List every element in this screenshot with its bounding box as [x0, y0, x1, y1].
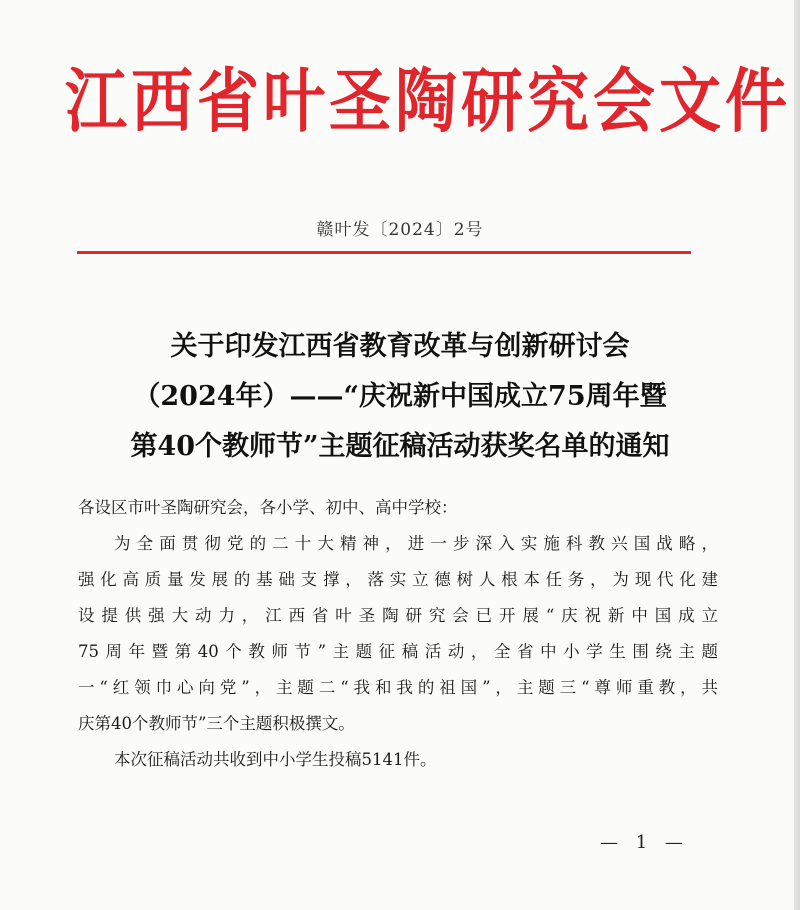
paragraph-1-line-2: 强化高质量发展的基础支撑，落实立德树人根本任务，为现代化建	[78, 570, 718, 589]
notice-title-line-3: 第40个教师节”主题征稿活动获奖名单的通知	[130, 431, 670, 462]
paragraph-2: 本次征稿活动共收到中小学生投稿5141件。	[114, 750, 437, 769]
document-number: 赣叶发〔2024〕2号	[316, 220, 484, 240]
red-separator-line	[77, 251, 691, 254]
salutation: 各设区市叶圣陶研究会，各小学、初中、高中学校：	[78, 498, 458, 517]
scan-edge	[794, 0, 800, 910]
paragraph-1-line-5: 一“红领巾心向党”，主题二“我和我的祖国”，主题三“尊师重教，共	[78, 678, 718, 697]
paragraph-1-line-4: 75周年暨第40个教师节”主题征稿活动，全省中小学生围绕主题	[78, 642, 718, 661]
paragraph-1-line-1: 为全面贯彻党的二十大精神，进一步深入实施科教兴国战略，	[114, 534, 718, 553]
notice-title-line-2: （2024年）——“庆祝新中国成立75周年暨	[133, 381, 667, 412]
notice-title	[60, 322, 740, 472]
notice-body	[78, 490, 718, 778]
notice-title-line-1: 关于印发江西省教育改革与创新研讨会	[170, 331, 630, 362]
document-header-title: 江西省叶圣陶研究会文件	[65, 60, 792, 142]
paragraph-1-line-6: 庆第40个教师节”三个主题积极撰文。	[78, 714, 355, 733]
paragraph-1-line-3: 设提供强大动力，江西省叶圣陶研究会已开展“庆祝新中国成立	[78, 606, 718, 625]
page-number: — 1 —	[600, 832, 689, 853]
